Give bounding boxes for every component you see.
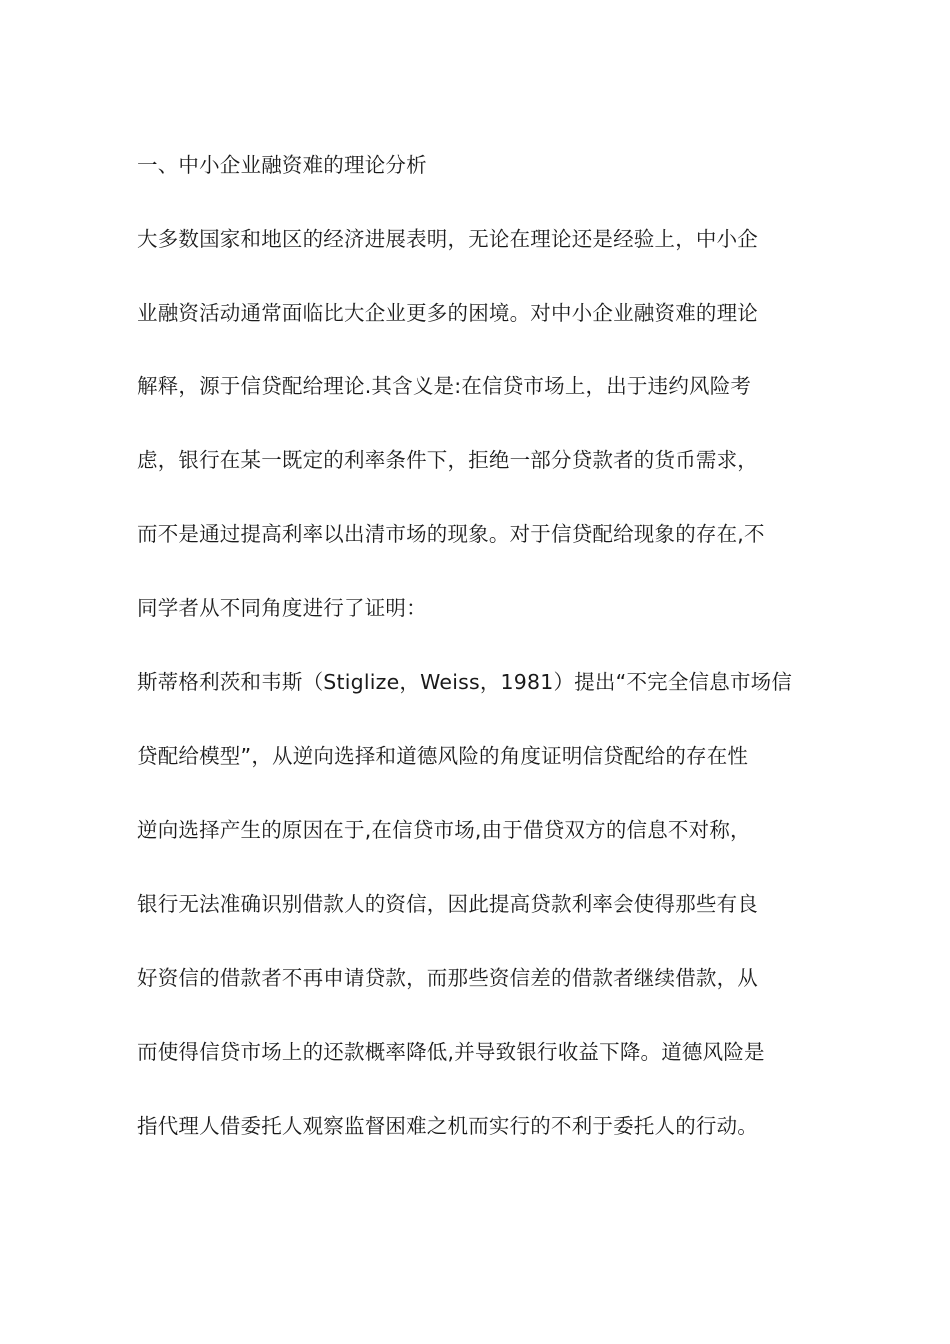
text-line: 银行无法准确识别借款人的资信，因此提高贷款利率会使得那些有良: [137, 892, 758, 916]
text-line: 斯蒂格利茨和韦斯（Stiglize，Weiss，1981）提出“不完全信息市场信: [137, 670, 793, 694]
text-line: 指代理人借委托人观察监督困难之机而实行的不利于委托人的行动。: [137, 1114, 758, 1138]
text-line: 大多数国家和地区的经济进展表明，无论在理论还是经验上，中小企: [137, 227, 758, 251]
text-line: 同学者从不同角度进行了证明：: [137, 596, 427, 620]
text-line: 解释，源于信贷配给理论.其含义是:在信贷市场上，出于违约风险考: [137, 374, 752, 398]
text-line: 而不是通过提高利率以出清市场的现象。对于信贷配给现象的存在,不: [137, 522, 765, 546]
text-line: 虑，银行在某一既定的利率条件下，拒绝一部分贷款者的货币需求，: [137, 448, 758, 472]
text-line: 逆向选择产生的原因在于,在信贷市场,由于借贷双方的信息不对称，: [137, 818, 751, 842]
text-line: 贷配给模型”，从逆向选择和道德风险的角度证明信贷配给的存在性: [137, 744, 749, 768]
text-line: 而使得信贷市场上的还款概率降低,并导致银行收益下降。道德风险是: [137, 1040, 765, 1064]
text-line: 业融资活动通常面临比大企业更多的困境。对中小企业融资难的理论: [137, 301, 758, 325]
text-line: 好资信的借款者不再申请贷款，而那些资信差的借款者继续借款，从: [137, 966, 758, 990]
section-heading: 一、中小企业融资难的理论分析: [137, 153, 427, 177]
